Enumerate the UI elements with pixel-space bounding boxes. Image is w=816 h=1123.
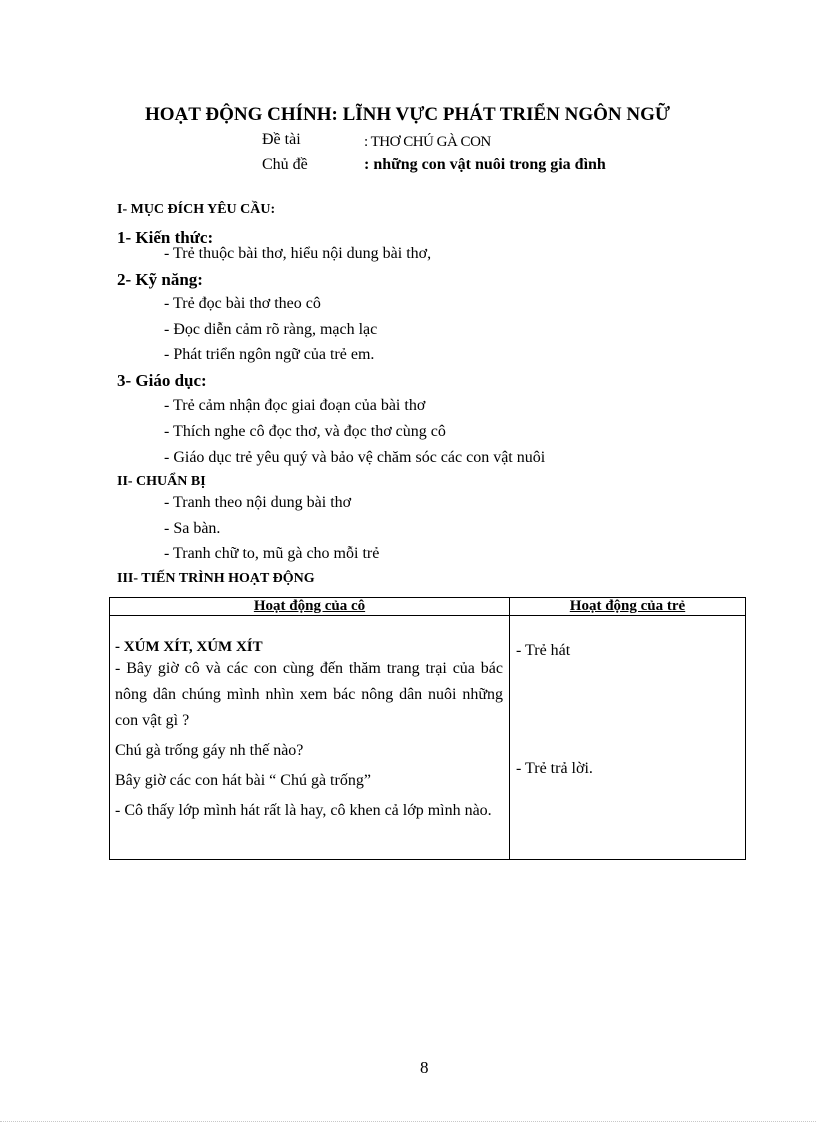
teacher-paragraph: - Cô thấy lớp mình hát rất là hay, cô khen cả lớp mình nào. — [115, 802, 492, 819]
skills-heading: 2- Kỹ năng: — [117, 270, 203, 289]
section-process-heading: III- TIẾN TRÌNH HOẠT ĐỘNG — [117, 571, 315, 586]
teacher-paragraph: Chú gà trống gáy nh thế nào? — [115, 742, 304, 759]
section-objectives-heading: I- MỤC ĐÍCH YÊU CẦU: — [117, 202, 276, 217]
teacher-column-header: Hoạt động của cô — [110, 598, 510, 616]
child-response: - Trẻ hát — [516, 642, 571, 659]
section-preparation-heading: II- CHUẨN BỊ — [117, 474, 206, 489]
theme-value: : những con vật nuôi trong gia đình — [364, 156, 606, 173]
table-row — [110, 616, 746, 860]
topic-label: Đề tài — [262, 131, 301, 148]
education-item: - Giáo dục trẻ yêu quý và bảo vệ chăm sóc các con vật nuôi — [164, 449, 546, 466]
skills-item: - Đọc diễn cảm rõ ràng, mạch lạc — [164, 321, 378, 338]
teacher-activity-cell — [110, 616, 510, 860]
table-header-row — [110, 598, 746, 616]
teacher-paragraph: Bây giờ các con hát bài “ Chú gà trống” — [115, 772, 371, 789]
topic-value: : THƠ CHÚ GÀ CON — [364, 134, 491, 150]
education-item: - Thích nghe cô đọc thơ, và đọc thơ cùng cô — [164, 423, 446, 440]
theme-label: Chủ đề — [262, 156, 308, 173]
preparation-item: - Sa bàn. — [164, 520, 221, 537]
preparation-item: - Tranh theo nội dung bài thơ — [164, 494, 352, 511]
child-activity-cell — [510, 616, 746, 860]
activity-heading: - XÚM XÍT, XÚM XÍT — [115, 639, 263, 655]
teacher-paragraph: - Bây giờ cô và các con cùng đến thăm trang trại của bác nông dân chúng mình nhìn xem bác nông dân nuôi những con vật gì ? — [115, 660, 503, 729]
skills-item: - Phát triển ngôn ngữ của trẻ em. — [164, 346, 375, 363]
child-column-header: Hoạt động của trẻ — [510, 598, 746, 616]
page-title: HOẠT ĐỘNG CHÍNH: LĨNH VỰC PHÁT TRIỂN NGÔN NGỮ — [145, 104, 671, 125]
child-response: - Trẻ trả lời. — [516, 760, 593, 777]
knowledge-heading: 1- Kiến thức: — [117, 228, 214, 247]
skills-item: - Trẻ đọc bài thơ theo cô — [164, 295, 321, 312]
page-number: 8 — [420, 1058, 429, 1077]
activity-table — [109, 597, 746, 860]
page-bottom-divider — [0, 1121, 816, 1122]
education-item: - Trẻ cảm nhận đọc giai đoạn của bài thơ — [164, 397, 426, 414]
preparation-item: - Tranh chữ to, mũ gà cho mỗi trẻ — [164, 545, 380, 562]
education-heading: 3- Giáo dục: — [117, 371, 207, 390]
knowledge-item: - Trẻ thuộc bài thơ, hiểu nội dung bài thơ, — [164, 245, 432, 262]
